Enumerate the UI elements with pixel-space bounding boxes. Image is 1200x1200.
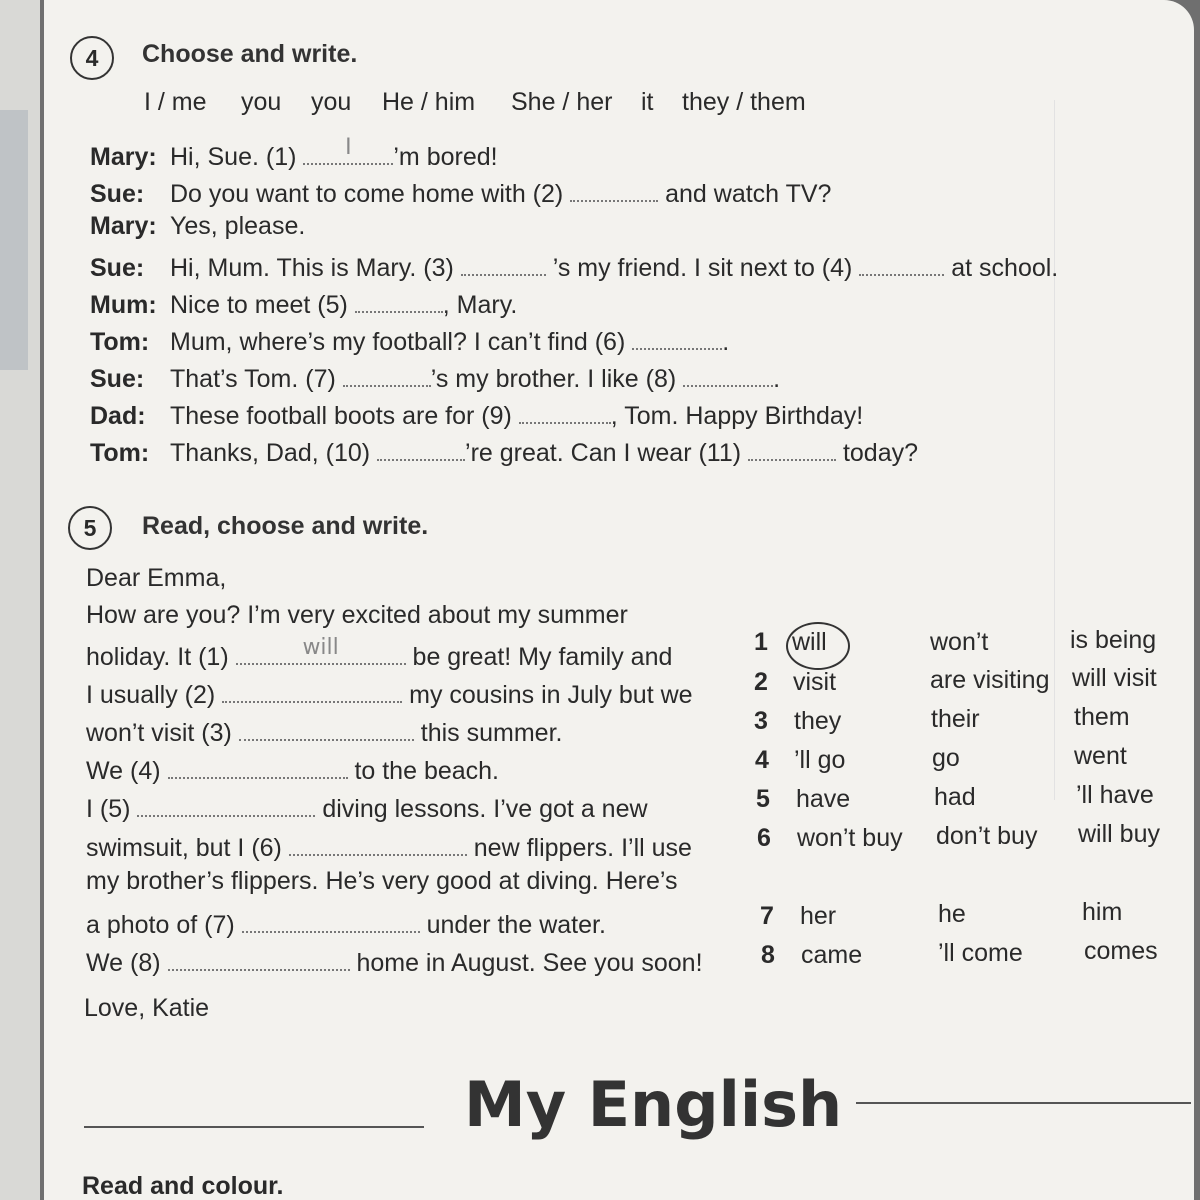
exercise-4-heading: Choose and write. — [142, 40, 358, 68]
letter-signoff: Love, Katie — [84, 994, 210, 1022]
dialogue-line — [90, 135, 498, 172]
letter-text: swimsuit, but I (6) — [86, 834, 289, 862]
letter-text: under the water. — [419, 911, 606, 939]
letter-line — [86, 635, 673, 672]
option-number: 7 — [760, 902, 774, 930]
word-bank-item: they / them — [682, 88, 806, 116]
option-b[interactable]: had — [934, 783, 976, 811]
dialogue-text: ’s my brother. I like (8) — [430, 365, 684, 393]
dialogue-text: and watch TV? — [658, 180, 832, 208]
word-bank-item: He / him — [382, 88, 476, 116]
answer-blank[interactable] — [355, 286, 443, 313]
option-number: 5 — [756, 785, 770, 813]
letter-text: I usually (2) — [86, 681, 223, 709]
answer-blank[interactable] — [632, 323, 722, 350]
word-bank-item: it — [641, 88, 654, 116]
dialogue-text: ’m bored! — [393, 143, 498, 171]
letter-text: home in August. See you soon! — [349, 949, 703, 977]
option-number: 1 — [754, 628, 768, 656]
speaker-name: Mum: — [90, 291, 157, 319]
answer-blank[interactable] — [168, 752, 348, 779]
speaker-name: Tom: — [90, 328, 150, 356]
answer-blank[interactable] — [519, 397, 611, 424]
word-bank-item: you — [311, 88, 352, 116]
option-c[interactable]: went — [1074, 742, 1127, 770]
title-rule-right — [856, 1102, 1191, 1104]
letter-text: holiday. It (1) — [86, 643, 236, 671]
dialogue-line — [90, 323, 729, 357]
letter-greeting: Dear Emma, — [86, 564, 227, 592]
exercise-4-number: 4 — [70, 36, 114, 80]
word-bank-item: you — [241, 88, 282, 116]
dialogue-line — [90, 397, 863, 431]
speaker-name: Mary: — [90, 143, 157, 171]
answer-blank[interactable] — [289, 829, 467, 856]
speaker-name: Sue: — [90, 180, 145, 208]
option-number: 3 — [754, 707, 768, 735]
letter-line — [86, 752, 499, 786]
option-a[interactable]: ’ll go — [794, 746, 846, 774]
dialogue-line — [90, 212, 305, 241]
handwritten-answer: I — [345, 135, 352, 160]
letter-line — [86, 944, 703, 978]
dialogue-line — [90, 286, 517, 320]
title-rule-left — [84, 1126, 424, 1128]
dialogue-text: Yes, please. — [170, 212, 306, 240]
option-b[interactable]: are visiting — [930, 666, 1050, 694]
word-bank-item: She / her — [511, 88, 613, 116]
dialogue-text: Thanks, Dad, (10) — [170, 439, 378, 467]
letter-text: new flippers. I’ll use — [466, 834, 692, 862]
dialogue-text: Hi, Mum. This is Mary. (3) — [170, 254, 461, 282]
letter-text: I (5) — [86, 795, 138, 823]
answer-blank[interactable] — [222, 676, 402, 703]
letter-text: diving lessons. I’ve got a new — [315, 795, 648, 823]
dialogue-text: Nice to meet (5) — [170, 291, 355, 319]
letter-line — [86, 829, 692, 863]
facing-page-image — [0, 110, 28, 370]
letter-text: We (8) — [86, 949, 168, 977]
option-c[interactable]: ’ll have — [1076, 781, 1154, 809]
handwritten-answer: will — [302, 635, 339, 660]
option-b[interactable]: go — [932, 744, 960, 772]
option-b[interactable]: don’t buy — [936, 822, 1038, 850]
answer-blank[interactable] — [748, 434, 836, 461]
option-b[interactable]: ’ll come — [938, 939, 1023, 967]
letter-text: this summer. — [413, 719, 563, 747]
dialogue-text: Do you want to come home with (2) — [170, 180, 571, 208]
option-a[interactable]: came — [801, 941, 863, 969]
answer-blank[interactable] — [683, 360, 773, 387]
letter-text: won’t visit (3) — [86, 719, 239, 747]
dialogue-text: . — [773, 365, 781, 393]
letter-line — [86, 714, 562, 748]
dialogue-text: Hi, Sue. (1) — [170, 143, 304, 171]
option-number: 2 — [754, 668, 768, 696]
dialogue-text: , Mary. — [442, 291, 518, 319]
answer-blank[interactable] — [570, 175, 658, 202]
exercise-5-number: 5 — [68, 506, 112, 550]
answer-blank[interactable] — [343, 360, 431, 387]
option-number: 6 — [757, 824, 771, 852]
word-bank-item: I / me — [144, 88, 207, 116]
dialogue-line — [90, 360, 780, 394]
letter-text: to the beach. — [347, 757, 500, 785]
speaker-name: Dad: — [90, 402, 146, 430]
answer-blank[interactable] — [239, 714, 414, 741]
option-b[interactable]: he — [938, 900, 966, 928]
answer-blank[interactable] — [859, 249, 944, 276]
answer-blank[interactable] — [303, 135, 393, 165]
answer-blank[interactable] — [377, 434, 465, 461]
show-through-column — [1054, 100, 1194, 800]
option-c[interactable]: them — [1074, 703, 1130, 731]
letter-text: a photo of (7) — [86, 911, 242, 939]
option-a[interactable]: her — [800, 902, 837, 930]
letter-line — [86, 676, 693, 710]
facing-page-edge — [0, 0, 40, 1200]
dialogue-line — [90, 175, 831, 209]
dialogue-text: , Tom. Happy Birthday! — [610, 402, 864, 430]
speaker-name: Mary: — [90, 212, 157, 240]
answer-blank[interactable] — [168, 944, 350, 971]
option-c[interactable]: him — [1082, 898, 1123, 926]
letter-line — [86, 906, 606, 940]
option-c[interactable]: comes — [1084, 937, 1158, 965]
option-a[interactable]: will — [792, 628, 827, 656]
workbook-page — [44, 0, 1194, 1200]
letter-text: be great! My family and — [405, 643, 673, 671]
option-a[interactable]: have — [796, 785, 851, 813]
dialogue-text: . — [722, 328, 730, 356]
letter-line: How are you? I’m very excited about my summer — [86, 601, 628, 629]
option-number: 4 — [755, 746, 769, 774]
dialogue-line — [90, 434, 918, 468]
footer-instruction: Read and colour. — [82, 1172, 284, 1200]
option-a[interactable]: visit — [793, 668, 837, 696]
dialogue-text: Mum, where’s my football? I can’t find (6) — [170, 328, 633, 356]
option-c[interactable]: is being — [1070, 626, 1157, 654]
letter-text: my cousins in July but we — [402, 681, 693, 709]
dialogue-text: These football boots are for (9) — [170, 402, 519, 430]
answer-blank[interactable] — [461, 249, 546, 276]
answer-blank[interactable] — [137, 790, 315, 817]
letter-line: my brother’s flippers. He’s very good at diving. Here’s — [86, 867, 678, 895]
dialogue-text: ’re great. Can I wear (11) — [465, 439, 749, 467]
option-number: 8 — [761, 941, 775, 969]
speaker-name: Tom: — [90, 439, 150, 467]
option-b[interactable]: won’t — [930, 628, 989, 656]
letter-text: We (4) — [86, 757, 168, 785]
option-c[interactable]: will buy — [1078, 820, 1160, 848]
option-b[interactable]: their — [931, 705, 980, 733]
option-a[interactable]: won’t buy — [797, 824, 903, 852]
dialogue-text: at school. — [944, 254, 1059, 282]
option-c[interactable]: will visit — [1072, 664, 1157, 692]
dialogue-text: That’s Tom. (7) — [170, 365, 343, 393]
answer-blank[interactable] — [242, 906, 420, 933]
option-a[interactable]: they — [794, 707, 842, 735]
speaker-name: Sue: — [90, 254, 145, 282]
dialogue-line — [90, 249, 1058, 283]
section-title: My English — [464, 1068, 843, 1141]
speaker-name: Sue: — [90, 365, 145, 393]
exercise-5-heading: Read, choose and write. — [142, 512, 429, 540]
answer-blank[interactable] — [236, 635, 406, 665]
dialogue-text: ’s my friend. I sit next to (4) — [545, 254, 860, 282]
dialogue-text: today? — [836, 439, 919, 467]
letter-line — [86, 790, 648, 824]
